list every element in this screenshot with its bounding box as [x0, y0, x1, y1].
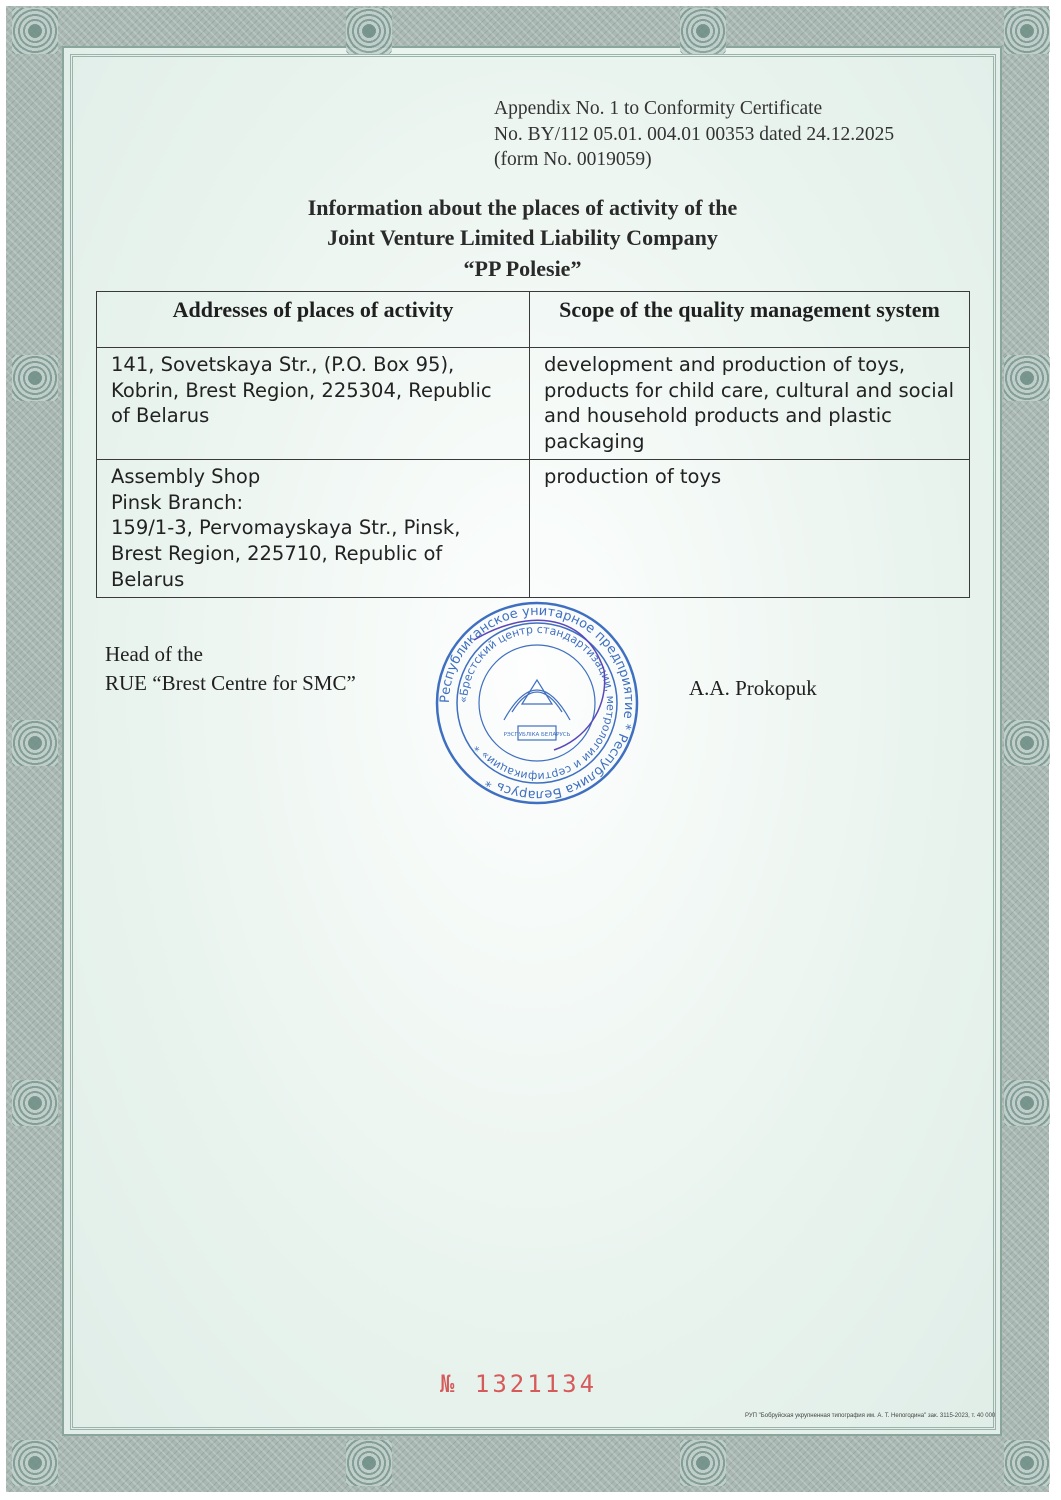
address-line: 159/1-3, Pervomayskaya Str., Pinsk, Brest Region, 225710, Republic of Belarus	[111, 516, 461, 591]
frame-ornament-icon	[1004, 720, 1050, 766]
frame-ornament-icon	[1004, 355, 1050, 401]
table-header-row	[97, 292, 970, 348]
title-line-1: Information about the places of activity of the	[307, 195, 738, 220]
frame-ornament-icon	[346, 8, 392, 54]
frame-ornament-icon	[12, 355, 58, 401]
document-title	[0, 193, 1061, 284]
official-seal-icon	[434, 600, 640, 806]
printer-note: РУП "Бобруйская укрупненная типография им. А. Т. Непогодина" зак. 3115-2023, т. 40 000	[745, 1413, 996, 1419]
activity-table	[96, 291, 970, 598]
seal-outer-text: Республиканское унитарное предприятие * Республика Беларусь *	[437, 603, 637, 803]
scope-cell: production of toys	[530, 460, 970, 598]
seal-inner-text: «Брестский центр стандартизации, метрологии и сертификации» *	[456, 622, 618, 784]
address-line: Pinsk Branch:	[111, 490, 244, 514]
frame-ornament-icon	[12, 720, 58, 766]
appendix-header	[494, 96, 894, 173]
signatory-name: A.A. Prokopuk	[689, 676, 817, 700]
appendix-line-3: (form No. 0019059)	[494, 149, 652, 171]
frame-ornament-icon	[12, 8, 58, 54]
signatory-position	[105, 640, 356, 698]
address-cell	[97, 460, 530, 598]
frame-ornament-icon	[680, 1440, 726, 1486]
title-line-3: “PP Polesie”	[463, 255, 582, 281]
frame-ornament-icon	[680, 8, 726, 54]
scope-cell: development and production of toys, products for child care, cultural and social and household products and plastic packaging	[530, 348, 970, 460]
serial-number	[440, 1370, 597, 1398]
table-row	[97, 348, 970, 460]
seal-center-text: РЭСПУБЛІКА БЕЛАРУСЬ	[503, 732, 571, 738]
column-header-scope: Scope of the quality management system	[530, 292, 970, 348]
address-cell: 141, Sovetskaya Str., (P.O. Box 95), Kobrin, Brest Region, 225304, Republic of Belarus	[97, 348, 530, 460]
position-line-1: Head of the	[105, 642, 203, 666]
serial-label: №	[440, 1370, 458, 1398]
frame-ornament-icon	[12, 1080, 58, 1126]
position-line-2: RUE “Brest Centre for SMC”	[105, 670, 356, 695]
serial-value: 1321134	[474, 1370, 598, 1398]
frame-ornament-icon	[1004, 1080, 1050, 1126]
address-line: Assembly Shop	[111, 465, 261, 488]
title-line-2: Joint Venture Limited Liability Company	[327, 225, 718, 251]
appendix-line-2: No. BY/112 05.01. 004.01 00353 dated 24.12.2025	[494, 123, 895, 145]
table-row	[97, 460, 970, 598]
frame-ornament-icon	[1004, 8, 1050, 54]
column-header-addresses: Addresses of places of activity	[97, 292, 530, 348]
appendix-line-1: Appendix No. 1 to Conformity Certificate	[494, 98, 823, 119]
frame-ornament-icon	[346, 1440, 392, 1486]
frame-ornament-icon	[1004, 1440, 1050, 1486]
frame-ornament-icon	[12, 1440, 58, 1486]
